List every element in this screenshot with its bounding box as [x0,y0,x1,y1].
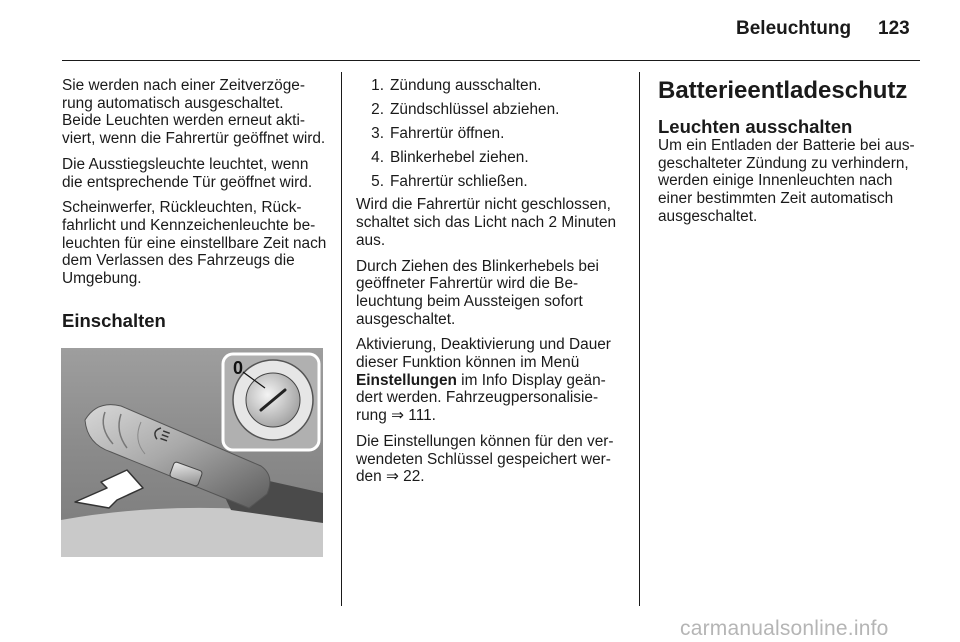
section-title: Beleuchtung [736,18,852,39]
ignition-off-label: 0 [233,358,244,378]
column-3 [658,77,922,234]
step-text: Fahrertür schließen. [390,172,528,190]
lever-figure-svg [61,348,323,557]
page-ref-arrow-icon: ⇒ [391,406,404,425]
column-1 [62,77,327,332]
list-item [356,125,626,143]
list-item [356,77,626,95]
list-item [356,149,626,167]
subheading-leuchten-ausschalten: Leuchten ausschalten [658,116,853,137]
menu-name-einstellungen: Einstellungen [356,371,457,389]
page-reference-link[interactable]: 111. [408,407,436,425]
step-text: Fahrertür öffnen. [390,124,505,142]
list-item [356,173,626,191]
column-divider-2 [639,72,640,606]
paragraph: Wird die Fahrertür nicht geschlossen, schaltet sich das Licht nach 2 Minuten aus. [356,196,617,249]
step-number: 2. [371,100,384,118]
steps-list [356,77,626,190]
list-item [356,101,626,119]
paragraph [356,336,626,425]
step-number: 4. [371,148,384,166]
step-text: Blinkerhebel ziehen. [390,148,529,166]
paragraph: Sie werden nach einer Zeitverzöge- rung automatisch ausgeschaltet. Beide Leuchten werden erneut akti- viert, wenn die Fahrertür geöffnet wird. [62,77,326,148]
step-text: Zündung ausschalten. [390,77,542,94]
page-reference-link[interactable]: 22. [403,468,425,486]
text-run: im Info Display geän- dert werden. Fahrzeugpersonalisie- rung [356,371,606,425]
text-run: Die Einstellungen können für den ver- wendeten Schlüssel gespeichert wer- den [356,432,614,486]
page-ref-arrow-icon: ⇒ [385,467,399,486]
heading-batterieentladeschutz: Batterieentladeschutz [658,77,908,104]
step-number: 5. [371,172,384,190]
paragraph: Die Ausstiegsleuchte leuchtet, wenn die entsprechende Tür geöffnet wird. [62,155,313,191]
paragraph: Um ein Entladen der Batterie bei aus- geschalteter Zündung zu verhindern, werden einige Innenleuchten nach einer bestimmten Zeit automatisch ausgeschaltet. [658,137,915,225]
column-divider-1 [341,72,342,606]
step-number: 3. [371,124,384,142]
paragraph: Scheinwerfer, Rückleuchten, Rück- fahrlicht und Kennzeichenleuchte be- leuchten für eine einstellbare Zeit nach dem Verlassen des Fahrzeugs die Umgebung. [62,199,327,288]
watermark: carmanualsonline.info [680,617,889,640]
column-2 [356,77,626,494]
step-text: Zündschlüssel abziehen. [390,100,560,118]
stalk-illustration [61,348,323,557]
header-divider [62,60,920,61]
page-number: 123 [878,18,910,39]
text-run: Aktivierung, Deaktivierung und Dauer dieser Funktion können im Menü [356,336,611,372]
step-number: 1. [371,77,384,94]
paragraph [356,433,626,486]
heading-einschalten: Einschalten [62,309,166,331]
paragraph: Durch Ziehen des Blinkerhebels bei geöffneter Fahrertür wird die Be- leuchtung beim Aussteigen sofort ausgeschaltet. [356,257,599,328]
